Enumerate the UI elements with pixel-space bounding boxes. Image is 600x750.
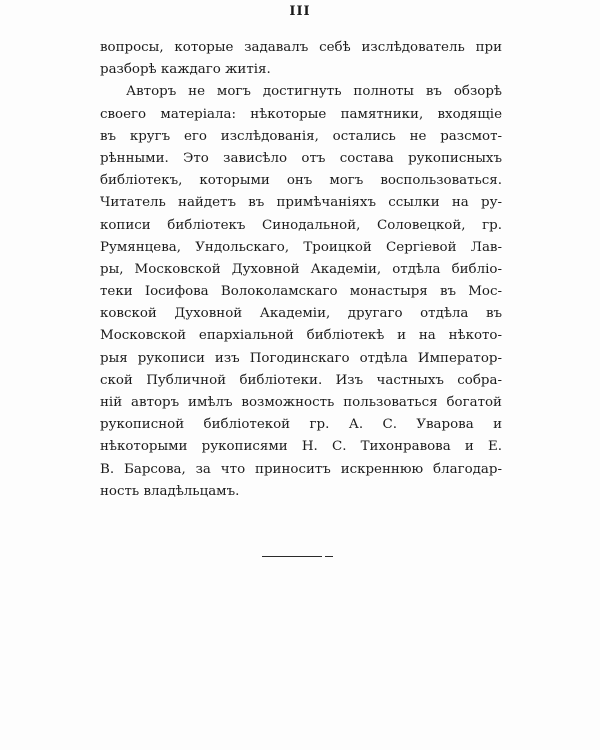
text-line: своего матеріала: нѣкоторые памятники, входящіе bbox=[100, 106, 502, 122]
text-line: Читатель найдетъ въ примѣчаніяхъ ссылки на ру- bbox=[100, 195, 502, 211]
text-line: рукописной библіотекой гр. А. С. Уварова и bbox=[100, 417, 502, 433]
text-line: вопросы, которые задавалъ себѣ изслѣдователь при bbox=[100, 40, 502, 55]
text-line: нѣкоторыми рукописями Н. С. Тихонравова и Е. bbox=[100, 439, 502, 455]
text-line: разборѣ каждаго житія. bbox=[100, 62, 271, 78]
text-line: ній авторъ имѣлъ возможность пользоваться богатой bbox=[100, 395, 502, 410]
text-line: ковской Духовной Академіи, другаго отдѣла въ bbox=[100, 306, 502, 322]
text-line: библіотекъ, которыми онъ могъ воспользоваться. bbox=[100, 173, 502, 189]
text-line: В. Барсова, за что приноситъ искреннюю благодар- bbox=[100, 461, 502, 477]
text-line: ской Публичной библіотеки. Изъ частныхъ собра- bbox=[100, 372, 502, 388]
text-line: теки Іосифова Волоколамскаго монастыря въ Мос- bbox=[100, 284, 502, 300]
text-line: рѣнными. Это зависѣло отъ состава рукописныхъ bbox=[100, 150, 502, 166]
section-divider bbox=[262, 556, 322, 557]
text-line: ры, Московской Духовной Академіи, отдѣла библіо- bbox=[100, 261, 502, 277]
text-line: ность владѣльцамъ. bbox=[100, 483, 240, 499]
text-line: Московской епархіальной библіотекѣ и на нѣкото- bbox=[100, 328, 502, 344]
text-line: рыя рукописи изъ Погодинскаго отдѣла Император- bbox=[100, 350, 502, 366]
section-divider-tail bbox=[325, 556, 333, 557]
body-text bbox=[100, 37, 502, 503]
text-line: Авторъ не могъ достигнуть полноты въ обзорѣ bbox=[126, 84, 502, 100]
text-line: въ кругъ его изслѣдованія, остались не разсмот- bbox=[100, 128, 502, 144]
text-line: кописи библіотекъ Синодальной, Соловецкой, гр. bbox=[100, 217, 502, 233]
text-line: Румянцева, Ундольскаго, Троицкой Сергіевой Лав- bbox=[100, 239, 502, 255]
page-number: III bbox=[289, 4, 311, 19]
